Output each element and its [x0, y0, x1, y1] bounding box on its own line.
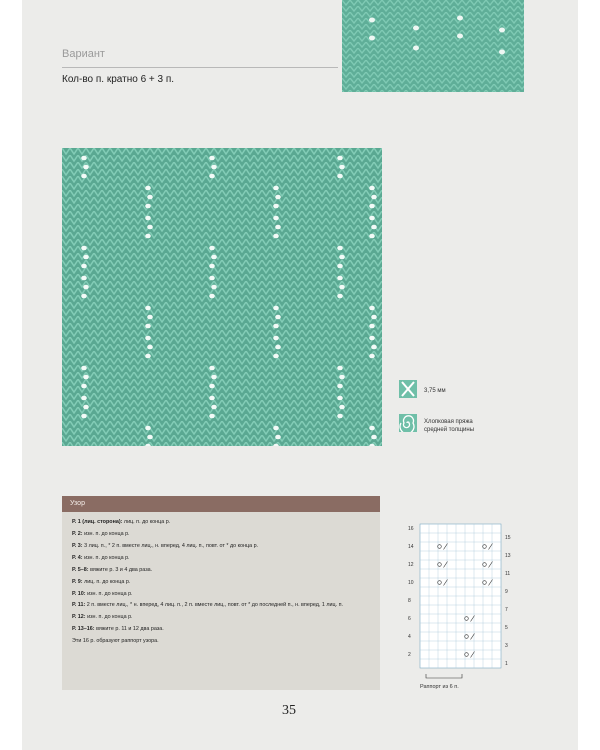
row-number: Р. 3: [72, 543, 83, 549]
row-number: Р. 2: [72, 531, 83, 537]
needle-size: 3,75 мм [424, 388, 446, 394]
row-number: Р. 4: [72, 555, 83, 561]
yarn-line-1: Хлопковая пряжа [424, 419, 473, 425]
chart-row-label: 14 [408, 544, 414, 550]
stitch-count: Кол-во п. кратно 6 + 3 п. [62, 74, 175, 85]
row-text: вяжите р. 3 и 4 два раза. [88, 567, 153, 573]
main-swatch-image [62, 148, 382, 446]
yarn-description [424, 418, 504, 434]
pattern-row [72, 588, 372, 600]
row-number: Р. 9: [72, 579, 83, 585]
pattern-row [72, 635, 372, 647]
pattern-row [72, 552, 372, 564]
yarn-icon [399, 414, 417, 432]
chart-row-label: 3 [505, 643, 508, 649]
pattern-row [72, 611, 372, 623]
row-text: изн. п. до конца р. [82, 531, 130, 537]
chart-row-label: 12 [408, 562, 414, 568]
row-text: 2 п. вместе лиц., * н. вперед, 4 лиц. п., 2 п. вместе лиц., повт. от * до последней п., н. вперед, 1 лиц. п. [85, 602, 344, 608]
chart-row-label: 2 [408, 652, 411, 658]
row-text: вяжите р. 11 и 12 два раза. [94, 626, 164, 632]
knitting-chart [400, 516, 520, 696]
repeat-bracket [426, 674, 462, 678]
pattern-row [72, 528, 372, 540]
pattern-row [72, 564, 372, 576]
repeat-label: Раппорт из 6 п. [420, 684, 459, 690]
pattern-row [72, 623, 372, 635]
row-text: 3 лиц. п., * 2 п. вместе лиц., н. вперед, 4 лиц. п., повт. от * до конца р. [82, 543, 259, 549]
pattern-row [72, 576, 372, 588]
row-text: лиц. п. до конца р. [122, 519, 171, 525]
row-text: изн. п. до конца р. [85, 591, 133, 597]
chart-row-label: 13 [505, 553, 511, 559]
row-text: лиц. п. до конца р. [82, 579, 131, 585]
needles-icon [399, 380, 417, 398]
top-swatch-image [342, 0, 524, 92]
row-text: изн. п. до конца р. [82, 555, 130, 561]
divider [62, 67, 338, 68]
page-number: 35 [282, 703, 296, 718]
row-text: Эти 16 р. образуют раппорт узора. [72, 638, 159, 644]
pattern-row [72, 540, 372, 552]
variant-title: Вариант [62, 48, 105, 60]
row-number: Р. 10: [72, 591, 86, 597]
pattern-row [72, 516, 372, 528]
pattern-row [72, 600, 372, 611]
chart-row-label: 1 [505, 661, 508, 667]
chart-row-label: 7 [505, 607, 508, 613]
chart-row-label: 11 [505, 571, 511, 577]
chart-row-label: 5 [505, 625, 508, 631]
yarn-line-2: средней толщины [424, 427, 475, 433]
row-number: Р. 13–16: [72, 626, 95, 632]
chart-row-label: 8 [408, 598, 411, 604]
chart-row-label: 16 [408, 526, 414, 532]
chart-row-label: 6 [408, 616, 411, 622]
pattern-rows [62, 512, 380, 647]
row-number: Р. 12: [72, 614, 86, 620]
chart-row-label: 9 [505, 589, 508, 595]
row-number: Р. 1 (лиц. сторона): [72, 519, 123, 525]
chart-row-label: 10 [408, 580, 414, 586]
row-text: изн. п. до конца р. [85, 614, 133, 620]
pattern-instructions [62, 496, 380, 690]
row-number: Р. 5–8: [72, 567, 89, 573]
pattern-heading: Узор [62, 496, 380, 512]
row-number: Р. 11: [72, 602, 86, 608]
chart-row-label: 4 [408, 634, 411, 640]
chart-row-label: 15 [505, 535, 511, 541]
